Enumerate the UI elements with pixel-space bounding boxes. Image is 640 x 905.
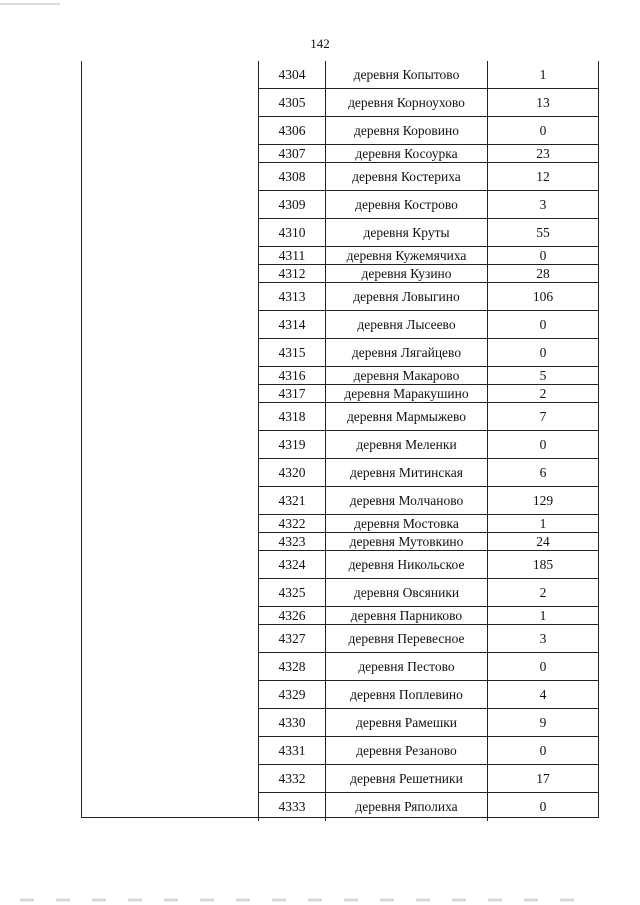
population-count: 9 (487, 709, 598, 736)
table-row (258, 311, 598, 339)
row-code: 4315 (258, 339, 325, 366)
settlement-name: деревня Пестово (325, 653, 487, 680)
population-count: 185 (487, 551, 598, 578)
row-code: 4318 (258, 403, 325, 430)
table-row (258, 265, 598, 283)
population-count: 0 (487, 339, 598, 366)
row-code: 4322 (258, 515, 325, 532)
settlement-name: деревня Перевесное (325, 625, 487, 652)
population-count: 3 (487, 625, 598, 652)
row-code: 4307 (258, 145, 325, 162)
settlement-name: деревня Митинская (325, 459, 487, 486)
population-count: 17 (487, 765, 598, 792)
row-code: 4314 (258, 311, 325, 338)
scan-edge-mark-top (0, 0, 640, 12)
population-count: 2 (487, 385, 598, 402)
settlement-name: деревня Кузино (325, 265, 487, 282)
settlement-name: деревня Копытово (325, 61, 487, 88)
table-row (258, 709, 598, 737)
population-count: 6 (487, 459, 598, 486)
row-code: 4321 (258, 487, 325, 514)
population-count: 4 (487, 681, 598, 708)
settlement-name: деревня Кужемячиха (325, 247, 487, 264)
row-code: 4310 (258, 219, 325, 246)
settlement-name: деревня Никольское (325, 551, 487, 578)
table-rows (258, 61, 599, 817)
population-count: 1 (487, 61, 598, 88)
settlement-name: деревня Решетники (325, 765, 487, 792)
row-code: 4311 (258, 247, 325, 264)
population-count: 24 (487, 533, 598, 550)
table-row (258, 385, 598, 403)
row-code: 4309 (258, 191, 325, 218)
settlement-name: деревня Круты (325, 219, 487, 246)
table-row (258, 737, 598, 765)
table-row (258, 403, 598, 431)
table-row (258, 653, 598, 681)
population-count: 1 (487, 607, 598, 624)
population-count: 12 (487, 163, 598, 190)
row-code: 4308 (258, 163, 325, 190)
table-row (258, 459, 598, 487)
table-row (258, 89, 598, 117)
population-count: 0 (487, 431, 598, 458)
settlement-name: деревня Поплевино (325, 681, 487, 708)
row-code: 4306 (258, 117, 325, 144)
scan-bottom-artifact (0, 893, 640, 905)
table-row (258, 533, 598, 551)
settlement-name: деревня Парниково (325, 607, 487, 624)
population-count: 13 (487, 89, 598, 116)
row-code: 4320 (258, 459, 325, 486)
table-row (258, 219, 598, 247)
settlement-table (81, 61, 599, 818)
population-count: 0 (487, 247, 598, 264)
row-code: 4333 (258, 793, 325, 821)
row-code: 4317 (258, 385, 325, 402)
table-row (258, 431, 598, 459)
settlement-name: деревня Меленки (325, 431, 487, 458)
settlement-name: деревня Лысеево (325, 311, 487, 338)
row-code: 4316 (258, 367, 325, 384)
row-code: 4313 (258, 283, 325, 310)
table-row (258, 681, 598, 709)
row-code: 4331 (258, 737, 325, 764)
table-row (258, 339, 598, 367)
row-code: 4327 (258, 625, 325, 652)
settlement-name: деревня Мостовка (325, 515, 487, 532)
settlement-name: деревня Молчаново (325, 487, 487, 514)
row-code: 4326 (258, 607, 325, 624)
population-count: 5 (487, 367, 598, 384)
table-row (258, 551, 598, 579)
settlement-name: деревня Макарово (325, 367, 487, 384)
row-code: 4328 (258, 653, 325, 680)
population-count: 0 (487, 117, 598, 144)
population-count: 0 (487, 653, 598, 680)
table-row (258, 793, 598, 821)
settlement-name: деревня Лягайцево (325, 339, 487, 366)
population-count: 106 (487, 283, 598, 310)
table-row (258, 607, 598, 625)
settlement-name: деревня Косоурка (325, 145, 487, 162)
population-count: 129 (487, 487, 598, 514)
table-row (258, 145, 598, 163)
settlement-name: деревня Маракушино (325, 385, 487, 402)
population-count: 3 (487, 191, 598, 218)
population-count: 28 (487, 265, 598, 282)
row-code: 4305 (258, 89, 325, 116)
settlement-name: деревня Мармыжево (325, 403, 487, 430)
row-code: 4325 (258, 579, 325, 606)
row-code: 4323 (258, 533, 325, 550)
population-count: 0 (487, 793, 598, 821)
settlement-name: деревня Кострово (325, 191, 487, 218)
table-row (258, 61, 598, 89)
row-code: 4304 (258, 61, 325, 88)
settlement-name: деревня Резаново (325, 737, 487, 764)
table-row (258, 283, 598, 311)
settlement-name: деревня Рамешки (325, 709, 487, 736)
row-code: 4324 (258, 551, 325, 578)
row-code: 4332 (258, 765, 325, 792)
settlement-name: деревня Ловыгино (325, 283, 487, 310)
table-row (258, 367, 598, 385)
population-count: 7 (487, 403, 598, 430)
population-count: 2 (487, 579, 598, 606)
table-row (258, 191, 598, 219)
table-row (258, 625, 598, 653)
table-row (258, 579, 598, 607)
settlement-name: деревня Костериха (325, 163, 487, 190)
table-row (258, 163, 598, 191)
settlement-name: деревня Мутовкино (325, 533, 487, 550)
settlement-name: деревня Коровино (325, 117, 487, 144)
population-count: 0 (487, 311, 598, 338)
row-code: 4319 (258, 431, 325, 458)
row-code: 4330 (258, 709, 325, 736)
table-row (258, 247, 598, 265)
table-row (258, 117, 598, 145)
row-code: 4312 (258, 265, 325, 282)
table-row (258, 487, 598, 515)
settlement-name: деревня Ряполиха (325, 793, 487, 821)
population-count: 0 (487, 737, 598, 764)
population-count: 23 (487, 145, 598, 162)
settlement-name: деревня Овсяники (325, 579, 487, 606)
table-row (258, 765, 598, 793)
row-code: 4329 (258, 681, 325, 708)
population-count: 1 (487, 515, 598, 532)
population-count: 55 (487, 219, 598, 246)
settlement-name: деревня Корноухово (325, 89, 487, 116)
page-number: 142 (310, 36, 330, 51)
table-row (258, 515, 598, 533)
